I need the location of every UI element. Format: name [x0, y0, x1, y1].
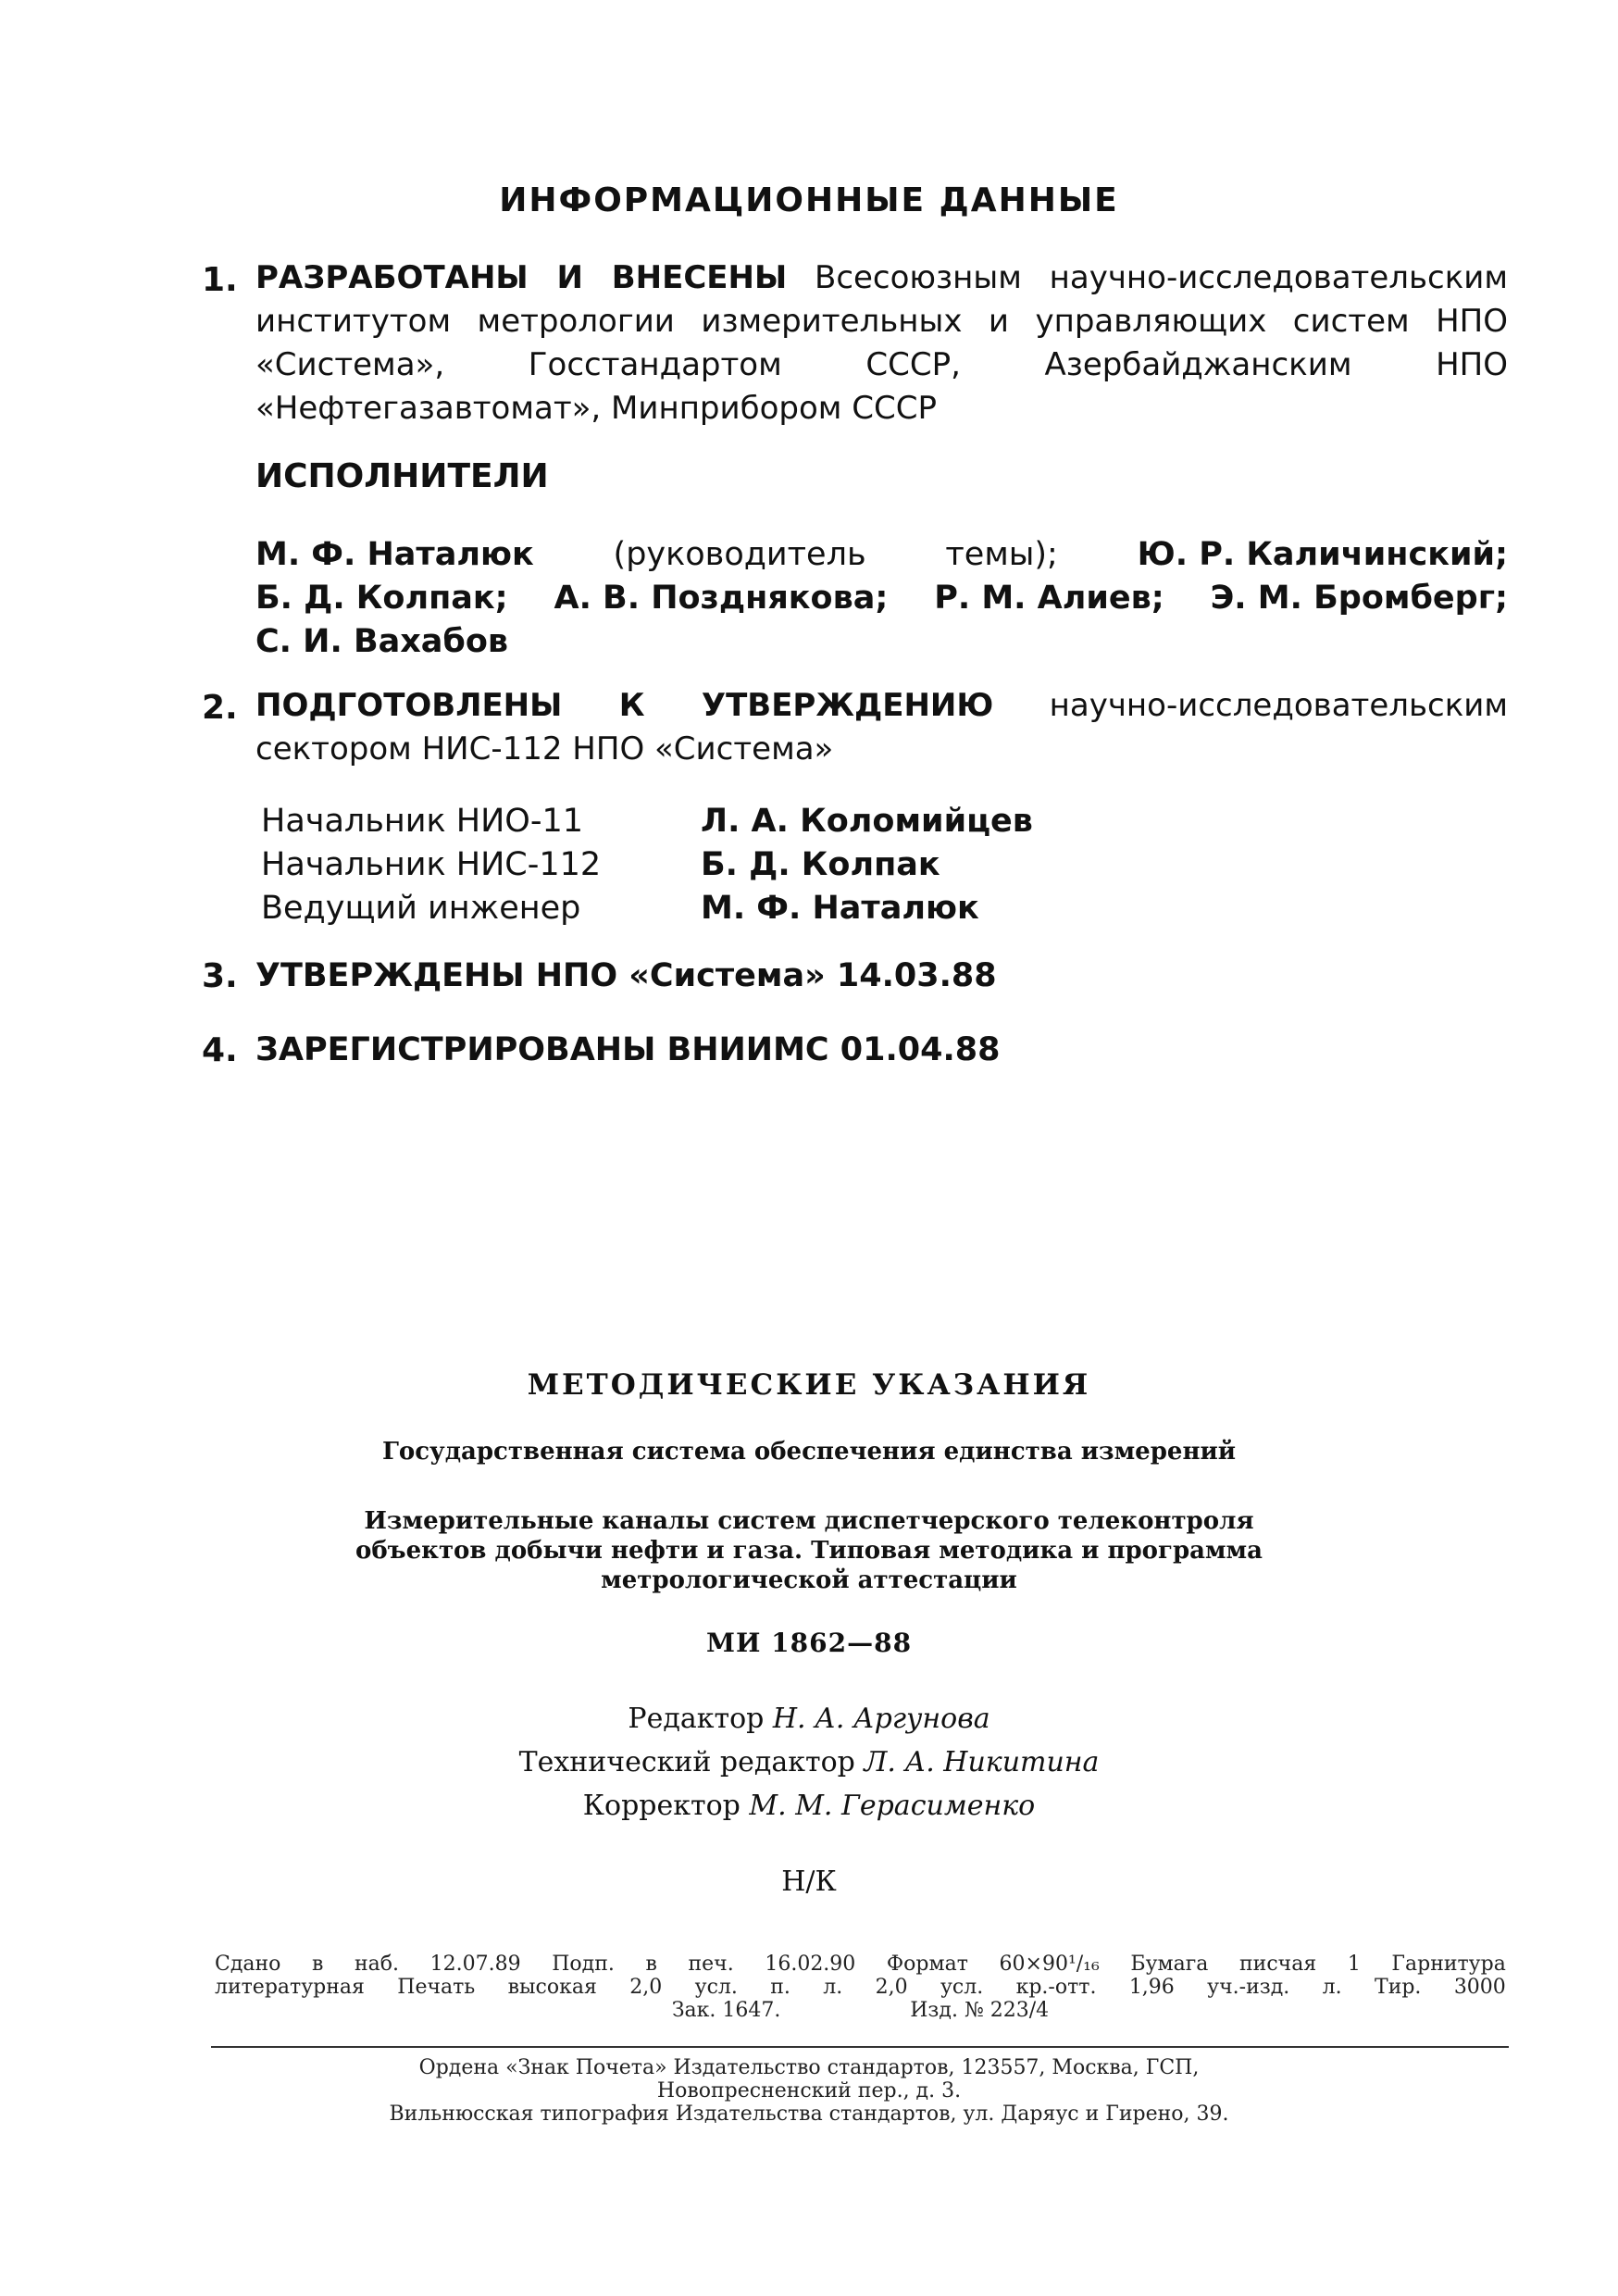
performer-role-text: темы); [945, 536, 1058, 573]
publisher-line: Новопресненский пер., д. 3. [656, 2079, 962, 2103]
performer-name: Б. Д. Колпак; [255, 580, 508, 617]
item-1-lead: РАЗРАБОТАНЫ И ВНЕСЕНЫ [255, 259, 788, 296]
imprint-word: 12.07.89 [429, 1953, 521, 1976]
imprint-word: 1 [1347, 1953, 1361, 1976]
editor-role: Корректор [582, 1790, 741, 1822]
editor-name: М. М. Герасименко [749, 1790, 1036, 1822]
performer-name: Э. М. Бромберг; [1210, 580, 1508, 617]
item-2-paragraph [255, 684, 1508, 771]
imprint-word: л. [823, 1976, 843, 1999]
staff-row [261, 800, 1033, 843]
staff-position: Начальник НИС-112 [261, 846, 602, 883]
item-1-number: 1. [202, 261, 238, 299]
imprint-word: 1,96 [1128, 1976, 1175, 1999]
publication-description [0, 1506, 1618, 1595]
staff-position: Ведущий инженер [261, 890, 581, 927]
item-2-number: 2. [202, 689, 238, 727]
editor-name: Л. А. Никитина [864, 1746, 1100, 1778]
performers-title: ИСПОЛНИТЕЛИ [255, 457, 549, 495]
imprint-word: Формат [886, 1953, 968, 1976]
performer-role-text: (руководитель [613, 536, 866, 573]
description-line: объектов добычи нефти и газа. Типовая методика и программа [355, 1537, 1263, 1565]
imprint-word: кр.-отт. [1015, 1976, 1097, 1999]
print-imprint [215, 1953, 1506, 2022]
imprint-word: писчая [1239, 1953, 1317, 1976]
staff-row [261, 887, 1033, 930]
imprint-word: высокая [507, 1976, 597, 1999]
performer-name: Ю. Р. Каличинский; [1137, 536, 1508, 573]
item-2-lead: ПОДГОТОВЛЕНЫ К УТВЕРЖДЕНИЮ [255, 687, 994, 724]
imprint-word: уч.-изд. [1207, 1976, 1290, 1999]
divider [211, 2046, 1509, 2048]
imprint-word: 3000 [1453, 1976, 1506, 1999]
performers-list [255, 533, 1508, 664]
imprint-word: Печать [397, 1976, 476, 1999]
editor-name: Н. А. Аргунова [772, 1703, 990, 1735]
performers-line-1 [255, 533, 1508, 577]
item-3-text: УТВЕРЖДЕНЫ НПО «Система» 14.03.88 [255, 957, 997, 994]
editor-line [0, 1741, 1618, 1784]
approval-staff-table [261, 800, 1033, 930]
item-1-text: Всесоюзным научно-исследовательским институтом метрологии измерительных и управляющих систем НПО «Система», Госстандартом СССР, Азербайджанским НПО «Нефтегазавтомат», Минприбором СССР [255, 259, 1509, 427]
imprint-word: 2,0 [875, 1976, 908, 1999]
staff-position: Начальник НИО-11 [261, 803, 584, 840]
performer-name: А. В. Позднякова; [554, 580, 889, 617]
publisher-line: Вильнюсская типография Издательства стандартов, ул. Даряус и Гирено, 39. [389, 2103, 1229, 2126]
item-3-number: 3. [202, 957, 238, 995]
imprint-word: Подп. [552, 1953, 615, 1976]
imprint-line-2 [215, 1976, 1506, 1999]
imprint-word: п. [770, 1976, 790, 1999]
imprint-word: наб. [355, 1953, 400, 1976]
page-heading: ИНФОРМАЦИОННЫЕ ДАННЫЕ [499, 181, 1119, 219]
item-2-text: научно-исследовательским сектором НИС-112 НПО «Система» [255, 687, 1509, 767]
imprint-word: Гарнитура [1391, 1953, 1506, 1976]
imprint-word: 16.02.90 [765, 1953, 856, 1976]
performers-line-3: С. И. Вахабов [255, 623, 509, 660]
editor-role: Технический редактор [518, 1746, 855, 1778]
imprint-word: в [645, 1953, 657, 1976]
imprint-word: литературная [215, 1976, 365, 1999]
publication-subtitle: Государственная система обеспечения единства измерений [381, 1438, 1237, 1466]
publisher-info [0, 2056, 1618, 2126]
imprint-word: Бумага [1130, 1953, 1209, 1976]
staff-name: М. Ф. Наталюк [701, 890, 979, 927]
publication-title: МЕТОДИЧЕСКИЕ УКАЗАНИЯ [527, 1368, 1091, 1402]
imprint-word: л. [1322, 1976, 1342, 1999]
editor-role: Редактор [628, 1703, 765, 1735]
imprint-word: 60×90¹/₁₆ [999, 1953, 1100, 1976]
imprint-word: усл. [694, 1976, 738, 1999]
imprint-word: в [312, 1953, 324, 1976]
performers-line-2 [255, 577, 1508, 620]
performer-name: Р. М. Алиев; [934, 580, 1164, 617]
nk-mark: Н/К [781, 1866, 837, 1898]
imprint-word: печ. [688, 1953, 734, 1976]
performer-name: М. Ф. Наталюк [255, 536, 534, 573]
publisher-line: Ордена «Знак Почета» Издательство стандартов, 123557, Москва, ГСП, [418, 2056, 1200, 2079]
imprint-line-3: Зак. 1647. Изд. № 223/4 [671, 1999, 1050, 2022]
imprint-word: Сдано [215, 1953, 281, 1976]
staff-name: Л. А. Коломийцев [701, 803, 1033, 840]
editor-line [0, 1697, 1618, 1741]
item-4-text: ЗАРЕГИСТРИРОВАНЫ ВНИИМС 01.04.88 [255, 1031, 1001, 1068]
imprint-word: Тир. [1375, 1976, 1422, 1999]
description-line: метрологической аттестации [601, 1566, 1017, 1594]
staff-row [261, 843, 1033, 887]
imprint-line-1 [215, 1953, 1506, 1976]
imprint-word: 2,0 [629, 1976, 663, 1999]
staff-name: Б. Д. Колпак [701, 846, 940, 883]
item-4-number: 4. [202, 1031, 238, 1069]
imprint-word: усл. [940, 1976, 984, 1999]
editor-line [0, 1784, 1618, 1828]
document-code: МИ 1862—88 [705, 1628, 913, 1658]
description-line: Измерительные каналы систем диспетчерского телеконтроля [364, 1507, 1254, 1535]
item-1-paragraph [255, 256, 1508, 430]
editorial-staff [0, 1697, 1618, 1828]
